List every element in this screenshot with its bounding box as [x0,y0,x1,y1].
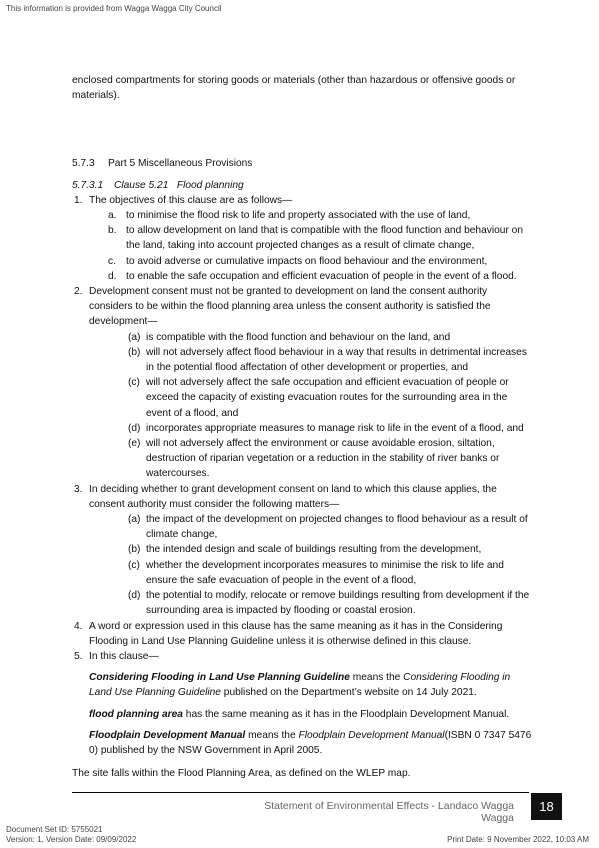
closing-paragraph: The site falls within the Flood Planning Area, as defined on the WLEP map. [72,768,411,780]
document-body [72,73,532,781]
definition-text: published on the Department’s website on 14 July 2021. [220,687,477,699]
sub-list [89,512,532,618]
definition-term: Considering Flooding in Land Use Planning Guideline [89,672,350,684]
subsection-heading [72,178,532,193]
list-item [128,558,532,588]
definition-ref: Floodplain Development Manual [298,729,445,741]
footer-divider [72,792,529,793]
item-number: (a) [128,331,141,343]
list-item [108,269,532,284]
item-number: (d) [128,422,141,434]
definition-term: Floodplain Development Manual [89,729,246,741]
list-item [128,421,532,436]
item-text: incorporates appropriate measures to manage risk to life in the event of a flood, and [146,422,524,434]
item-text: to avoid adverse or cumulative impacts on flood behaviour and the environment, [126,255,488,267]
item-text: will not adversely affect the safe occupation and efficient evacuation of people or exceed the capacity of existing evacuation routes for the surrounding area in the event of a flood, and [146,377,509,419]
definition-text: means the [349,672,404,684]
item-text: will not adversely affect the environment or cause avoidable erosion, siltation, destruction of riparian vegetation or a reduction in the stability of river banks or watercourses. [146,438,500,480]
item-number: 3. [74,483,83,495]
definition-text: means the [245,729,299,741]
list-item [72,193,532,284]
item-number: (d) [128,590,141,602]
item-number: c. [108,255,116,267]
item-number: (e) [128,438,141,450]
list-item [128,436,532,482]
list-item [72,284,532,482]
subsection-title: Clause 5.21 Flood planning [114,179,244,191]
list-item [108,254,532,269]
section-title: Part 5 Miscellaneous Provisions [108,158,253,170]
item-number: a. [108,210,117,222]
item-text: In deciding whether to grant development consent on land to which this clause applies, the consent authority must consider the following matters— [89,483,497,510]
subsection-number: 5.7.3.1 [72,179,104,191]
document-meta [6,825,136,845]
definition-text: has the same meaning as it has in the Floodplain Development Manual. [182,708,510,720]
item-number: 1. [74,194,83,206]
item-text: to enable the safe occupation and efficient evacuation of people in the event of a flood. [126,270,517,282]
item-text: to allow development on land that is compatible with the flood function and behaviour on the land, taking into account projected changes as a result of climate change, [126,225,524,252]
section-heading [72,156,532,171]
page-number: 18 [531,793,562,820]
definition-term: flood planning area [89,708,183,720]
item-number: 5. [74,650,83,662]
item-text: the intended design and scale of buildings resulting from the development, [146,544,482,556]
sub-list [89,208,532,284]
footer-title: Statement of Environmental Effects - Landaco Wagga Wagga [264,800,514,824]
item-text: the potential to modify, relocate or remove buildings resulting from development if the surrounding area is impacted by flooding or coastal erosion. [146,590,530,617]
item-text: A word or expression used in this clause has the same meaning as it has in the Considering Flooding in Land Use Planning Guideline unless it is otherwise defined in this clause. [89,620,503,647]
item-number: (c) [128,559,140,571]
intro-paragraph: enclosed compartments for storing goods or materials (other than hazardous or offensive goods or materials). [72,75,516,102]
list-item [108,208,532,223]
definition-ref: Considering Flooding in Land Use Planning Guideline [89,672,511,699]
version-info: Version: 1, Version Date: 09/09/2022 [6,835,137,844]
item-text: Development consent must not be granted to development on land the consent authority considers to be within the flood planning area unless the consent authority is satisfied the development— [89,286,491,328]
list-item [72,649,532,758]
list-item [108,223,532,253]
source-banner: This information is provided from Wagga Wagga City Council [6,4,222,13]
definition [89,707,532,722]
list-item [128,375,532,421]
item-text: the impact of the development on projected changes to flood behaviour as a result of climate change, [146,514,528,541]
item-number: 4. [74,620,83,632]
definitions [89,670,532,758]
item-number: (b) [128,544,141,556]
item-number: d. [108,270,117,282]
item-number: (a) [128,514,141,526]
list-item [128,512,532,542]
item-text: is compatible with the flood function and behaviour on the land, and [146,331,451,343]
item-text: In this clause— [89,650,159,662]
item-text: whether the development incorporates measures to minimise the risk to life and ensure the safe evacuation of people in the event of a flood, [146,559,504,586]
list-item [128,330,532,345]
item-number: (c) [128,377,140,389]
definition [89,728,532,758]
clause-list [72,193,532,758]
doc-set-id: Document Set ID: 5755021 [6,825,103,834]
item-text: will not adversely affect flood behaviour in a way that results in detrimental increases in the potential flood affectation of other development or properties, and [146,346,527,374]
list-item [128,588,532,618]
list-item [72,619,532,649]
list-item [72,482,532,619]
section-number: 5.7.3 [72,158,95,170]
print-date: Print Date: 9 November 2022, 10:03 AM [447,835,589,844]
item-text: to minimise the flood risk to life and property associated with the use of land, [126,210,471,222]
sub-list [89,330,532,482]
item-text: The objectives of this clause are as follows— [89,194,293,206]
definition-text: (ISBN 0 7347 5476 0) published by the NSW Government in April 2005. [89,729,532,756]
definition [89,670,532,700]
item-number: 2. [74,286,83,298]
list-item [128,345,532,375]
item-number: (b) [128,346,141,358]
list-item [128,542,532,557]
item-number: b. [108,225,117,237]
